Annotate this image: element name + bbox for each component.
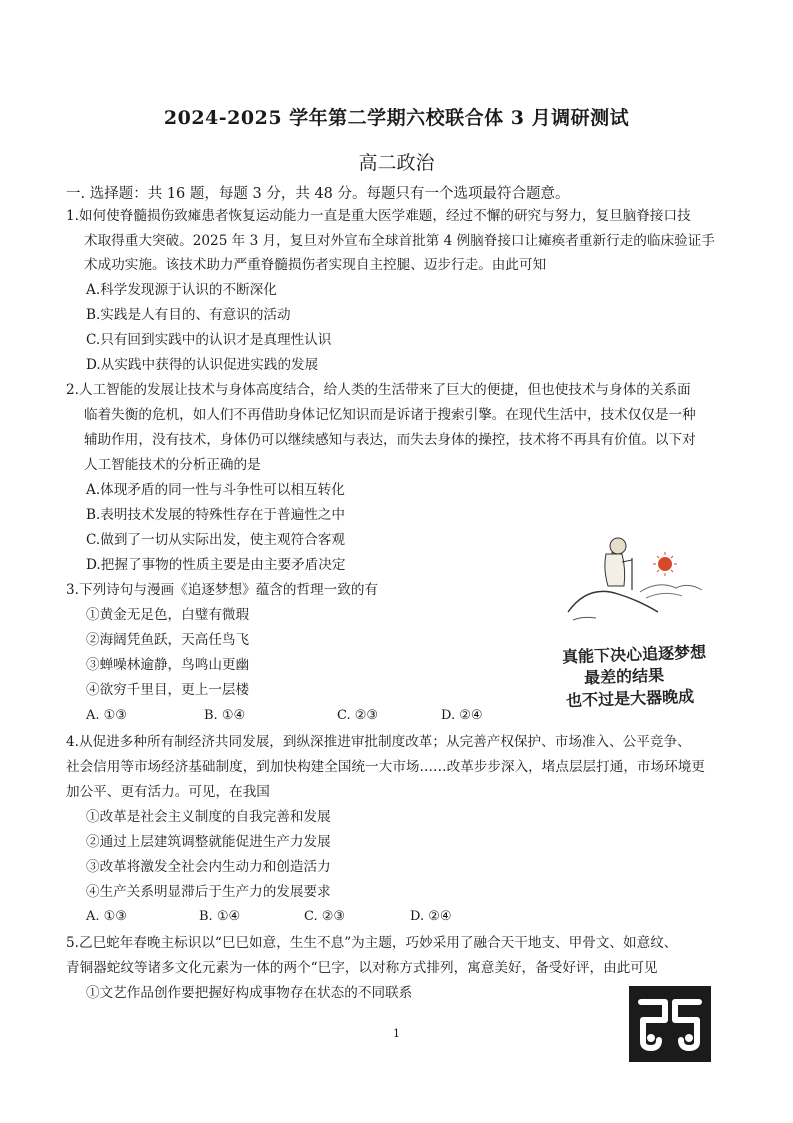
question-2-line-2: 临着失衡的危机，如人们不再借助身体记忆知识而是诉诸于搜索引擎。在现代生活中，技术仅仅是一种 — [84, 407, 696, 423]
question-2-line-3: 辅助作用，没有技术，身体仍可以继续感知与表达，而失去身体的操控，技术将不再具有价值。以下对 — [84, 432, 696, 448]
question-4-item-2: ②通过上层建筑调整就能促进生产力发展 — [86, 834, 331, 850]
question-5-item-1: ①文艺作品创作要把握好构成事物存在状态的不同联系 — [86, 985, 413, 1001]
question-4-answer-d: D. ②④ — [410, 909, 452, 924]
cartoon-chasing-dreams — [548, 524, 708, 714]
question-1-line-1: 1.如何使脊髓损伤致瘫患者恢复运动能力一直是重大医学难题，经过不懈的研究与努力，复旦脑脊接口技 — [66, 208, 691, 224]
question-4-line-1: 4.从促进多种所有制经济共同发展，到纵深推进审批制度改革；从完善产权保护、市场准入、公平竞争、 — [66, 734, 691, 750]
question-4-line-3: 加公平、更有活力。可见，在我国 — [66, 784, 270, 800]
question-1-line-3: 术成功实施。该技术助力严重脊髓损伤者实现自主控腿、迈步行走。由此可知 — [84, 257, 547, 273]
question-2-line-4: 人工智能技术的分析正确的是 — [84, 457, 261, 473]
question-3-answer-c: C. ②③ — [337, 708, 379, 723]
question-4-item-1: ①改革是社会主义制度的自我完善和发展 — [86, 809, 331, 825]
question-3-answer-d: D. ②④ — [441, 708, 483, 723]
question-3-item-4: ④欲穷千里目，更上一层楼 — [86, 682, 250, 698]
question-3-line-1: 3.下列诗句与漫画《追逐梦想》蕴含的哲理一致的有 — [66, 582, 379, 598]
page-subtitle: 高二政治 — [358, 152, 435, 174]
question-1-option-b: B.实践是人有目的、有意识的活动 — [86, 307, 291, 323]
question-3-item-1: ①黄金无足色，白璧有微瑕 — [86, 607, 250, 623]
cartoon-caption-line-3: 也不过是大器晚成 — [565, 686, 695, 711]
question-4-answer-c: C. ②③ — [304, 909, 346, 924]
question-2-option-b: B.表明技术发展的特殊性存在于普遍性之中 — [86, 507, 345, 523]
cartoon-drawing — [548, 524, 708, 634]
question-3-item-2: ②海阔凭鱼跃，天高任鸟飞 — [86, 632, 250, 648]
cartoon-caption-line-2: 最差的结果 — [583, 665, 665, 688]
page-number: 1 — [393, 1027, 400, 1040]
question-2-option-a: A.体现矛盾的同一性与斗争性可以相互转化 — [86, 482, 345, 498]
question-1-line-2: 术取得重大突破。2025 年 3 月，复旦对外宣布全球首批第 4 例脑脊接口让瘫痪者重新行走的临床验证手 — [84, 233, 715, 249]
question-3-answer-b: B. ①④ — [204, 708, 246, 723]
question-3-answer-a: A. ①③ — [86, 708, 127, 723]
question-3-item-3: ③蝉噪林逾静，鸟鸣山更幽 — [86, 657, 250, 673]
question-4-item-4: ④生产关系明显滞后于生产力的发展要求 — [86, 884, 331, 900]
question-4-answer-b: B. ①④ — [199, 909, 241, 924]
question-1-option-c: C.只有回到实践中的认识才是真理性认识 — [86, 332, 332, 348]
spring-festival-logo — [629, 986, 711, 1062]
section-heading: 一. 选择题：共 16 题，每题 3 分，共 48 分。每题只有一个选项最符合题意。 — [66, 186, 570, 202]
cartoon-caption-line-1: 真能下决心追逐梦想 — [561, 642, 707, 667]
page-title: 2024-2025 学年第二学期六校联合体 3 月调研测试 — [163, 107, 630, 129]
logo-glyph — [629, 986, 711, 1062]
question-1-option-d: D.从实践中获得的认识促进实践的发展 — [86, 357, 319, 373]
question-2-option-c: C.做到了一切从实际出发，使主观符合客观 — [86, 532, 345, 548]
question-1-option-a: A.科学发现源于认识的不断深化 — [86, 282, 277, 298]
question-2-option-d: D.把握了事物的性质主要是由主要矛盾决定 — [86, 557, 346, 573]
question-4-item-3: ③改革将激发全社会内生动力和创造活力 — [86, 859, 331, 875]
question-5-line-2: 青铜器蛇纹等诸多文化元素为一体的两个“巳字，以对称方式排列，寓意美好，备受好评，由此可见 — [66, 960, 658, 976]
question-5-line-1: 5.乙巳蛇年春晚主标识以“巳巳如意，生生不息”为主题，巧妙采用了融合天干地支、甲骨文、如意纹、 — [66, 935, 678, 951]
question-2-line-1: 2.人工智能的发展让技术与身体高度结合，给人类的生活带来了巨大的便捷，但也使技术与身体的关系面 — [66, 382, 691, 398]
question-4-answer-a: A. ①③ — [86, 909, 127, 924]
question-4-line-2: 社会信用等市场经济基础制度，到加快构建全国统一大市场……改革步步深入，堵点层层打通，市场环境更 — [66, 759, 705, 775]
